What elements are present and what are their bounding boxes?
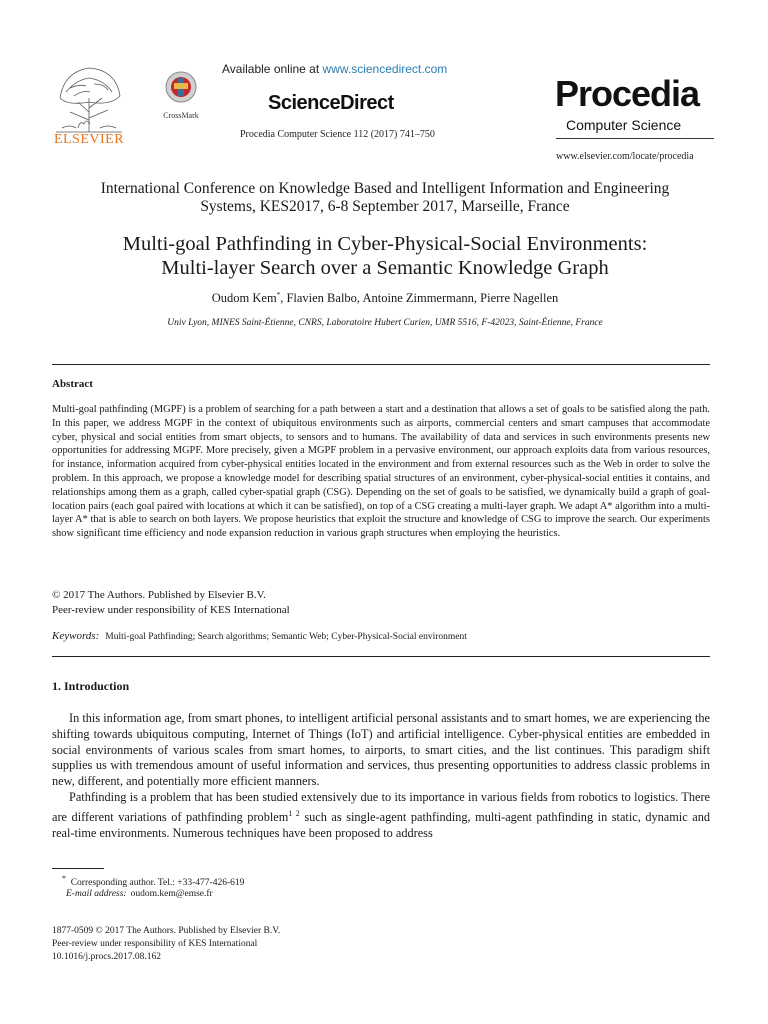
- corresponding-author-footnote: [62, 874, 244, 888]
- paper-title-line-1: Multi-goal Pathfinding in Cyber-Physical-Social Environments:: [122, 233, 648, 255]
- paper-title-line-2: Multi-layer Search over a Semantic Knowledge Graph: [161, 257, 609, 279]
- sciencedirect-brand: ScienceDirect: [268, 92, 394, 114]
- abstract-text: Multi-goal pathfinding (MGPF) is a problem of searching for a path between a start and a destination that allows a set of goals to be satisfied along the path. In this paper, we address MGPF in the context of ubiquitous environments such as airports, commercial centers and smart campuses that accommodate cyber, physical and social entities from smart objects, to sensors and to humans. The availability of data and services in such environments presents new opportunities for addressing MGPF. More precisely, given a MGPF problem in a pervasive environment, our approach exploits data from various resources, for instance, information acquired from cyber-physical entities located in the environment and from external resources such as the Web in order to solve the problem. In this approach, we propose a knowledge model for describing spatial structures of an environment, cyber-physical-social entities it contains, and relationships among them as a graph, called cyber-spatial graph (CSG). Depending on the set of goals to be satisfied, we dynamically build a graph of goal-location pairs (each goal paired with locations at which it can be satisfied), on top of a CSG creating a multi-layer graph. We adapt A* algorithm into a multi-layer A* that is able to search on both layers. We propose heuristics that exploit the structure and knowledge of CSG to improve the search. Our experiments show significant time efficiency and node expansion reduction in various graph structures when employing the heuristics.: [52, 404, 710, 540]
- journal-citation: Procedia Computer Science 112 (2017) 741–750: [240, 129, 435, 140]
- affiliation: Univ Lyon, MINES Saint-Étienne, CNRS, Laboratoire Hubert Curien, UMR 5516, F-42023, Saint-Étienne, France: [167, 318, 603, 328]
- peer-review-line: Peer-review under responsibility of KES International: [52, 603, 290, 616]
- keywords: [52, 630, 710, 642]
- crossmark-badge[interactable]: [158, 70, 204, 120]
- procedia-title: Procedia: [555, 73, 700, 114]
- abstract-heading: Abstract: [52, 378, 93, 390]
- intro-paragraph-2-end: such as single-agent pathfinding, multi-agent pathfinding in static, dynamic and real-time environments. Numerous techniques have been proposed to address: [52, 809, 710, 840]
- procedia-subtitle: Computer Science: [566, 117, 682, 133]
- other-authors: , Flavien Balbo, Antoine Zimmermann, Pierre Nagellen: [280, 291, 559, 306]
- corresponding-author-text: Corresponding author. Tel.: +33-477-426-619: [70, 878, 245, 889]
- procedia-divider: [556, 138, 714, 139]
- sciencedirect-link[interactable]: www.sciencedirect.com: [322, 62, 448, 76]
- intro-paragraph-2-start: Pathfinding is a problem that has been studied extensively due to its importance in various fields from robotics to logistics. There are different variations of pathfinding problem: [52, 789, 710, 824]
- intro-paragraph-2: [52, 790, 710, 841]
- citation-refs[interactable]: 1 2: [288, 808, 300, 818]
- conference-line-1: International Conference on Knowledge Based and Intelligent Information and Engineering: [100, 180, 670, 197]
- first-author: Oudom Kem: [211, 291, 277, 306]
- copyright-notice: [52, 588, 290, 617]
- abstract-top-rule: [52, 364, 710, 365]
- footnote-mark: *: [62, 874, 66, 883]
- keywords-label: Keywords:: [52, 630, 100, 642]
- abstract-bottom-rule: [52, 656, 710, 657]
- elsevier-locate-link[interactable]: www.elsevier.com/locate/procedia: [556, 151, 694, 162]
- email-footnote: [66, 889, 213, 899]
- email-label: E-mail address:: [66, 889, 127, 899]
- available-online-line: [222, 62, 447, 76]
- available-online-prefix: Available online at: [222, 62, 323, 76]
- section-heading-introduction: 1. Introduction: [52, 679, 130, 693]
- keywords-list: Multi-goal Pathfinding; Search algorithms; Semantic Web; Cyber-Physical-Social environment: [105, 632, 467, 642]
- issn-line: 1877-0509 © 2017 The Authors. Published by Elsevier B.V.: [52, 926, 281, 936]
- footnote-rule: [52, 868, 104, 869]
- crossmark-label: CrossMark: [163, 111, 199, 120]
- copyright-line: © 2017 The Authors. Published by Elsevier B.V.: [52, 589, 266, 601]
- paper-title: [40, 232, 730, 280]
- crossmark-icon: [161, 70, 201, 104]
- bottom-peer-review-line: Peer-review under responsibility of KES International: [52, 939, 258, 949]
- conference-name: [40, 180, 730, 216]
- introduction-text: [52, 711, 710, 841]
- author-list: [40, 291, 730, 306]
- elsevier-wordmark: ELSEVIER: [53, 132, 125, 147]
- email-address[interactable]: oudom.kem@emse.fr: [130, 889, 213, 899]
- doi-line[interactable]: 10.1016/j.procs.2017.08.162: [52, 952, 161, 962]
- corresponding-author-mark: *: [276, 291, 281, 299]
- bottom-publication-info: [52, 925, 280, 964]
- intro-paragraph-1: In this information age, from smart phones, to intelligent artificial personal assistants and to smart homes, we are experiencing the shifting towards ubiquitous computing, Internet of Things (IoT) and artificial intelligence. Cyber-physical entities are embedded in social environments of various scales from smart homes, to airports, to smart cities, and the list continues. This paradigm shift supplies us with tremendous amount of useful information and services, thus presenting opportunities to address classic problems in new, different, and potentially more efficient manners.: [52, 711, 710, 789]
- conference-line-2: Systems, KES2017, 6-8 September 2017, Marseille, France: [200, 198, 570, 215]
